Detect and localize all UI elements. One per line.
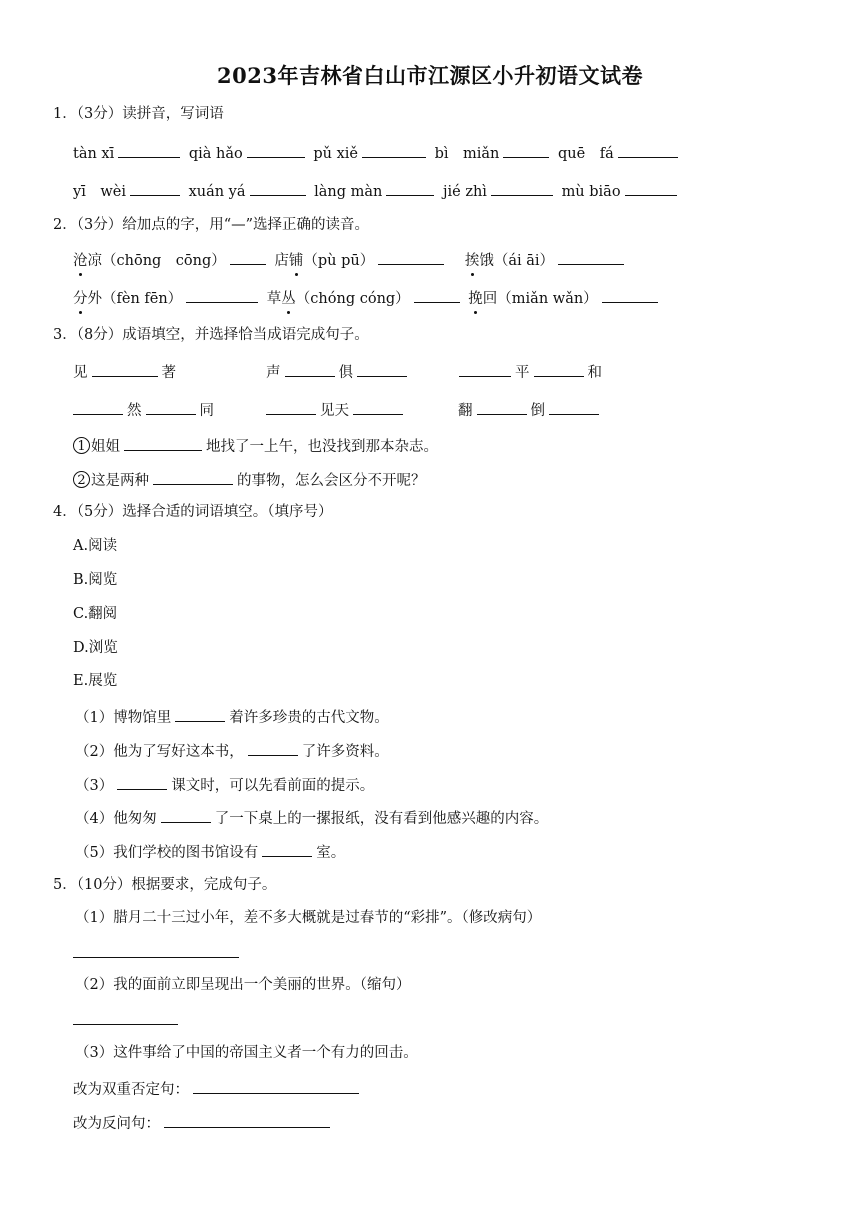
q5-stem: 5．（10分）根据要求，完成句子。: [53, 877, 277, 893]
answer-blank[interactable]: [477, 399, 527, 415]
idiom-char: 平: [515, 365, 530, 381]
answer-blank[interactable]: [130, 180, 180, 196]
answer-blank[interactable]: [602, 287, 658, 303]
idiom-char: 著: [161, 365, 176, 381]
reading-options: 外（fèn fēn）: [87, 291, 183, 307]
answer-blank[interactable]: [357, 361, 407, 377]
q4-item-4: [75, 807, 548, 829]
sentence-part: （2）他为了写好这本书，: [75, 744, 244, 760]
sentence-part: （1）博物馆里: [75, 710, 172, 726]
q3-stem: 3．（8分）成语填空，并选择恰当成语完成句子。: [53, 327, 369, 343]
answer-blank[interactable]: [175, 706, 225, 722]
dotted-char: 挽: [468, 291, 483, 307]
pinyin: bì miǎn: [434, 146, 500, 162]
reading-options: （chóng cóng）: [295, 291, 410, 307]
sentence-part: 改为双重否定句：: [73, 1082, 189, 1098]
answer-blank[interactable]: [124, 435, 202, 451]
sentence-part: 着许多珍贵的古代文物。: [229, 710, 389, 726]
reading-options: 回（miǎn wǎn）: [482, 291, 598, 307]
sentence-part: 改为反问句：: [73, 1116, 160, 1132]
answer-blank[interactable]: [146, 399, 196, 415]
dotted-char: 沧: [73, 253, 88, 269]
option-c: C.翻阅: [73, 606, 118, 622]
pinyin: quē fá: [558, 146, 614, 162]
q4-item-5: [75, 841, 345, 863]
pinyin: jié zhì: [443, 184, 487, 200]
idiom-char: 声: [266, 365, 281, 381]
idiom-3: [455, 361, 602, 383]
idiom-char: 倒: [530, 403, 545, 419]
sentence-part: 了一下桌上的一摞报纸，没有看到他感兴趣的内容。: [214, 811, 549, 827]
answer-blank[interactable]: [285, 361, 335, 377]
answer-blank[interactable]: [250, 180, 306, 196]
q3-sentence-2: [73, 469, 426, 491]
answer-blank[interactable]: [378, 249, 444, 265]
idiom-char: 俱: [338, 365, 353, 381]
answer-blank[interactable]: [248, 740, 298, 756]
q5-prompt-2: （2）我的面前立即呈现出一个美丽的世界。（缩句）: [75, 977, 411, 993]
q5-rhetorical: [73, 1112, 334, 1134]
answer-blank[interactable]: [362, 142, 426, 158]
idiom-2: [266, 361, 411, 383]
circled-number: 1: [73, 437, 90, 454]
idiom-5: [262, 399, 407, 421]
circled-number: 2: [73, 471, 90, 488]
q4-item-2: [75, 740, 389, 762]
reading-options: 饿（ái āi）: [479, 253, 555, 269]
sentence-part: 了许多资料。: [301, 744, 389, 760]
answer-blank[interactable]: [618, 142, 678, 158]
dotted-char: 分: [73, 291, 88, 307]
pinyin: mù biāo: [561, 184, 621, 200]
answer-blank[interactable]: [193, 1078, 359, 1094]
answer-blank[interactable]: [625, 180, 677, 196]
q4-item-3: [75, 774, 374, 796]
idiom-char: 见: [73, 365, 88, 381]
sentence-part: 这是两种: [91, 473, 149, 489]
q4-stem: 4．（5分）选择合适的词语填空。（填序号）: [53, 504, 333, 520]
sentence-part: 地找了一上午，也没找到那本杂志。: [206, 439, 438, 455]
sentence-part: （5）我们学校的图书馆设有: [75, 845, 259, 861]
sentence-part: 的事物，怎么会区分不开呢？: [237, 473, 426, 489]
answer-blank[interactable]: [491, 180, 553, 196]
answer-blank[interactable]: [230, 249, 266, 265]
idiom-char: 翻: [458, 403, 473, 419]
answer-blank[interactable]: [92, 361, 158, 377]
pinyin: làng màn: [314, 184, 383, 200]
sentence-part: 姐姐: [91, 439, 120, 455]
q2-row1: [73, 249, 628, 271]
idiom-4: [69, 399, 214, 421]
q1-row2: [73, 180, 681, 202]
reading-options: （pù pū）: [303, 253, 375, 269]
answer-blank[interactable]: [118, 142, 180, 158]
word-prefix: 店: [274, 253, 289, 269]
q2-row2: [73, 287, 662, 309]
pinyin: pǔ xiě: [313, 146, 358, 162]
option-e: E.展览: [73, 673, 118, 689]
sentence-part: 课文时，可以先看前面的提示。: [171, 778, 375, 794]
answer-blank[interactable]: [117, 774, 167, 790]
answer-blank[interactable]: [266, 399, 316, 415]
answer-blank[interactable]: [353, 399, 403, 415]
idiom-6: [458, 399, 603, 421]
option-d: D.浏览: [73, 640, 118, 656]
q1-row1: [73, 142, 682, 164]
dotted-char: 丛: [281, 291, 296, 307]
answer-blank[interactable]: [386, 180, 434, 196]
answer-line[interactable]: [73, 957, 239, 958]
pinyin: yī wèi: [73, 184, 126, 200]
answer-blank[interactable]: [247, 142, 305, 158]
idiom-1: [73, 361, 176, 383]
q2-stem: 2．（3分）给加点的字，用“—”选择正确的读音。: [53, 217, 370, 233]
idiom-char: 同: [199, 403, 214, 419]
answer-blank[interactable]: [414, 287, 460, 303]
page-title: 2023年吉林省白山市江源区小升初语文试卷: [217, 63, 643, 88]
answer-blank[interactable]: [534, 361, 584, 377]
answer-blank[interactable]: [558, 249, 624, 265]
option-b: B.阅览: [73, 572, 118, 588]
sentence-part: （3）: [75, 778, 114, 794]
answer-blank[interactable]: [73, 399, 123, 415]
option-a: A.阅读: [73, 538, 118, 554]
answer-blank[interactable]: [153, 469, 233, 485]
dotted-char: 挨: [464, 253, 480, 269]
q3-sentence-1: [73, 435, 438, 457]
dotted-char: 铺: [288, 253, 304, 269]
pinyin: xuán yá: [188, 184, 246, 200]
answer-blank[interactable]: [459, 361, 511, 377]
idiom-char: 和: [587, 365, 602, 381]
answer-blank[interactable]: [549, 399, 599, 415]
q5-prompt-3: （3）这件事给了中国的帝国主义者一个有力的回击。: [75, 1045, 418, 1061]
q5-prompt-1: （1）腊月二十三过小年，差不多大概就是过春节的“彩排”。（修改病句）: [75, 910, 542, 926]
pinyin: qià hǎo: [188, 146, 243, 162]
q4-item-1: [75, 706, 389, 728]
answer-line[interactable]: [73, 1024, 178, 1025]
sentence-part: 室。: [316, 845, 346, 861]
answer-blank[interactable]: [186, 287, 258, 303]
answer-blank[interactable]: [161, 807, 211, 823]
idiom-char: 见天: [320, 403, 349, 419]
sentence-part: （4）他匆匆: [75, 811, 157, 827]
answer-blank[interactable]: [262, 841, 312, 857]
q1-stem: 1．（3分）读拼音，写词语: [53, 106, 224, 122]
word-prefix: 草: [266, 291, 282, 307]
answer-blank[interactable]: [503, 142, 549, 158]
idiom-char: 然: [127, 403, 142, 419]
reading-options: 凉（chōng cōng）: [87, 253, 226, 269]
answer-blank[interactable]: [164, 1112, 330, 1128]
pinyin: tàn xī: [73, 146, 115, 162]
q5-double-negative: [73, 1078, 363, 1100]
